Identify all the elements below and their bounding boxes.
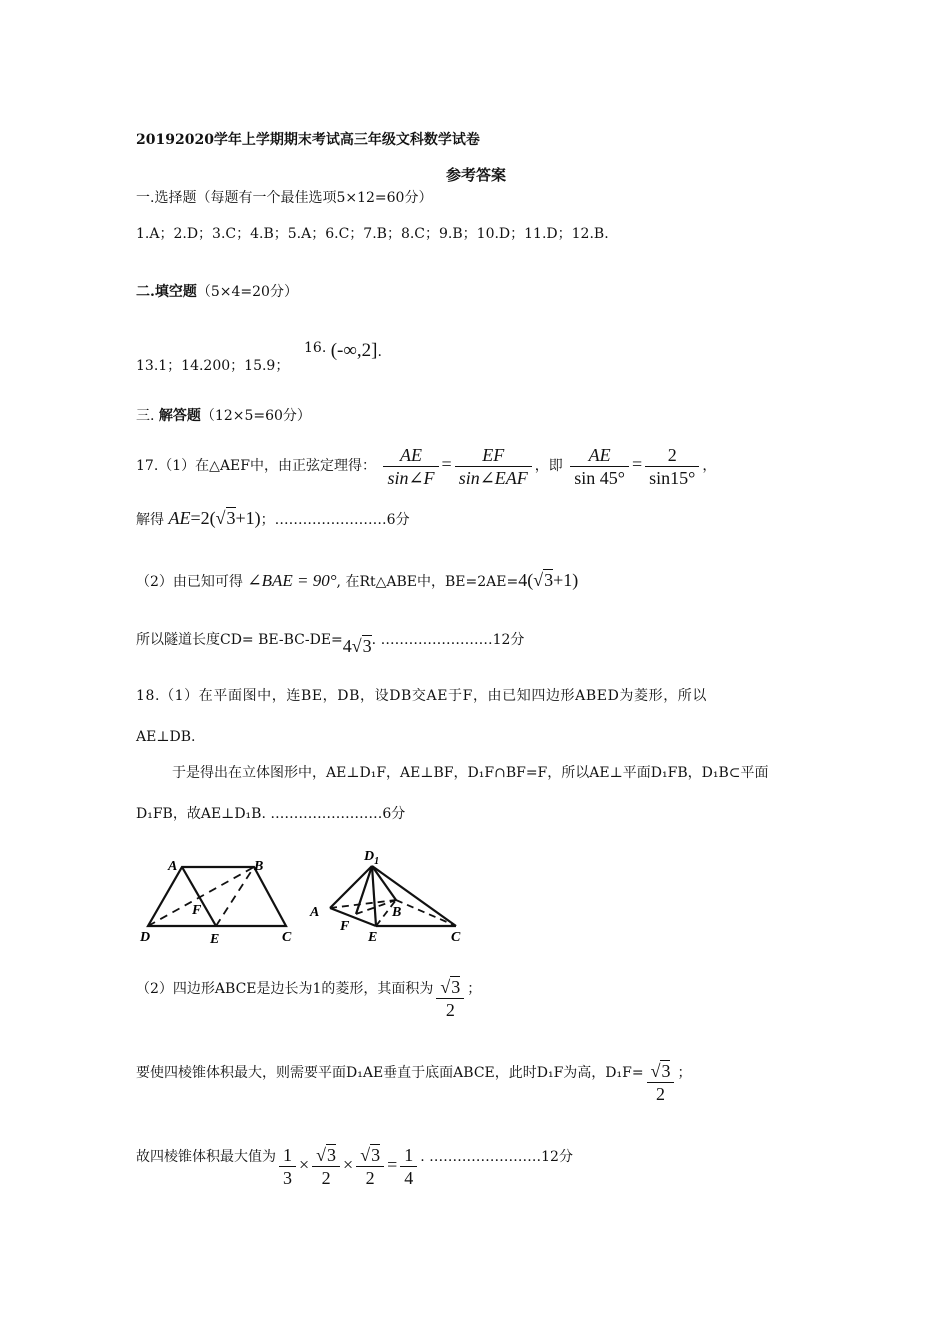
fraction-ae-sinf: $\frac{AE}{\sin\angle F}$ bbox=[383, 444, 438, 489]
label-f: F bbox=[340, 919, 350, 934]
section3-heading-rest: （12×5=60分） bbox=[200, 408, 311, 424]
section2-heading-rest: （5×4=20分） bbox=[196, 284, 298, 300]
label-e: E bbox=[368, 930, 378, 945]
multiple-choice-answers: 1.A；2.D；3.C；4.B；5.A；6.C；7.B；8.C；9.B；10.D；11.D；12.B. bbox=[136, 226, 609, 242]
edge-d1b bbox=[372, 866, 396, 900]
fraction-sqrt3-over-2-a: $\frac{√3}{2}$ bbox=[312, 1144, 340, 1189]
q17-part2-intro: （2）由已知可得 bbox=[136, 574, 243, 590]
q18-volume-intro: 故四棱锥体积最大值为 bbox=[136, 1148, 276, 1165]
q17-part3-end: . ……………………12分 bbox=[371, 632, 525, 648]
q17-solve-dots: ；……………………6分 bbox=[260, 512, 410, 528]
q18-part2-line1 bbox=[136, 976, 481, 1021]
label-c: C bbox=[451, 930, 461, 945]
times-sign: × bbox=[343, 1154, 354, 1175]
equals-sign: = bbox=[387, 1154, 398, 1175]
q16-label: 16. bbox=[304, 340, 327, 356]
q17-end: ， bbox=[702, 458, 717, 474]
pyramid-figure bbox=[304, 842, 474, 946]
edge-d1e bbox=[372, 866, 376, 926]
q18-part1-line4: D₁FB，故AE⊥D₁B. ……………………6分 bbox=[136, 806, 406, 822]
q17-part2: （2）由已知可得 ∠BAE = 90°, 在Rt△ABE中，BE=2AE=4(√3+1) bbox=[136, 570, 579, 590]
q17-part1-intro: 17.（1）在△AEF中，由正弦定理得： bbox=[136, 458, 376, 474]
fraction-ae-sin45: $\frac{AE}{\sin 45^\circ}$ bbox=[570, 444, 629, 489]
section3-heading bbox=[136, 408, 311, 425]
q18-part1-line1: 18.（1）在平面图中，连BE，DB，设DB交AE于F，由已知四边形ABED为菱形，所以 bbox=[136, 688, 707, 704]
q17-part2-val-pre: 4( bbox=[518, 570, 534, 590]
q16-end: . bbox=[377, 344, 382, 360]
q17-angle: ∠BAE = 90° bbox=[247, 571, 337, 590]
label-b: B bbox=[392, 905, 402, 920]
edge-d1c bbox=[372, 866, 456, 926]
label-e: E bbox=[210, 932, 220, 947]
q16-value: (-∞,2] bbox=[330, 340, 378, 361]
fill-in-answers: 13.1；14.200；15.9； bbox=[136, 358, 290, 374]
q17-part3 bbox=[136, 628, 525, 656]
label-a: A bbox=[168, 859, 178, 874]
q18-part2-line3 bbox=[136, 1144, 573, 1189]
label-c: C bbox=[282, 930, 292, 945]
section2-heading bbox=[136, 284, 298, 301]
segment-eb-dashed bbox=[216, 867, 254, 926]
q18-part2-height-intro: 要使四棱锥体积最大，则需要平面D₁AE垂直于底面ABCE，此时D₁F为高，D₁F= bbox=[136, 1064, 644, 1081]
q17-part3-val: 4√3 bbox=[342, 636, 372, 656]
q17-sep: ，即 bbox=[534, 458, 563, 474]
fraction-2-sin15: $\frac{2}{\sin 15^\circ}$ bbox=[645, 444, 699, 489]
q17-solve-rhs-pre: =2( bbox=[190, 508, 216, 528]
q17-solve: 解得 AE=2(√3+1)；……………………6分 bbox=[136, 508, 410, 528]
planar-figure bbox=[136, 852, 306, 952]
edge-ae bbox=[330, 908, 376, 926]
fraction-ef-sineaf: $\frac{EF}{\text{sin∠EAF}}$ bbox=[455, 444, 532, 489]
q17-part2-mid: , 在Rt△ABE中，BE=2AE= bbox=[336, 574, 519, 590]
section3-heading-prefix: 三. bbox=[136, 408, 159, 424]
q18-part1-line3: 于是得出在立体图形中，AE⊥D₁F，AE⊥BF，D₁F∩BF=F，所以AE⊥平面D₁FB，D₁B⊂平面 bbox=[172, 765, 769, 781]
label-a: A bbox=[310, 905, 320, 920]
label-b: B bbox=[254, 859, 264, 874]
q17-solve-rhs-post: +1) bbox=[235, 508, 261, 528]
q18-volume-end: . ……………………12分 bbox=[420, 1148, 573, 1165]
fraction-d1f: $\frac{√3}{2}$ bbox=[647, 1060, 675, 1105]
q17-part2-sqrt: 3 bbox=[544, 570, 554, 590]
q17-part2-val-post: +1) bbox=[553, 570, 579, 590]
q17-solve-sqrt: 3 bbox=[226, 508, 236, 528]
q17-part1: 17.（1）在△AEF中，由正弦定理得： $\frac{AE}{\sin\angle F}$ = $\frac{EF}{\text{sin∠EAF}}$ ，即 $\frac{AE}{\sin 45^\circ}$ = $\frac{2}{\sin 15^\circ}$ ， bbox=[136, 444, 717, 488]
fraction-sqrt3-over-2-b: $\frac{√3}{2}$ bbox=[356, 1144, 384, 1189]
q18-part1-line2: AE⊥DB. bbox=[136, 729, 196, 745]
edge-ab-dashed bbox=[330, 900, 396, 908]
answer-key-heading: 参考答案 bbox=[446, 166, 507, 184]
q17-solve-label: 解得 bbox=[136, 512, 164, 528]
section2-heading-bold: 二.填空题 bbox=[136, 284, 197, 300]
q17-part3-intro: 所以隧道长度CD= BE-BC-DE= bbox=[136, 632, 343, 648]
q18-part2-line2 bbox=[136, 1060, 691, 1105]
fraction-one-third: $\frac{1}{3}$ bbox=[279, 1144, 296, 1189]
label-f: F bbox=[192, 903, 202, 918]
label-d: D bbox=[140, 930, 151, 945]
q18-part2-end: ； bbox=[467, 980, 482, 997]
q18-part2-height-end: ； bbox=[677, 1064, 692, 1081]
section3-heading-bold: 解答题 bbox=[158, 408, 201, 424]
q17-solve-lhs: AE bbox=[168, 508, 191, 528]
fraction-sqrt3-over-2: $\frac{√3}{2}$ bbox=[436, 976, 464, 1021]
fraction-one-quarter: $\frac{1}{4}$ bbox=[400, 1144, 417, 1189]
section1-heading: 一.选择题（每题有一个最佳选项5×12=60分） bbox=[136, 190, 433, 206]
trapezoid-outline bbox=[148, 867, 286, 926]
label-d1: $D_1$ bbox=[364, 849, 380, 867]
times-sign: × bbox=[299, 1154, 310, 1175]
q16-answer bbox=[304, 340, 382, 362]
q18-part2-intro: （2）四边形ABCE是边长为1的菱形，其面积为 bbox=[136, 980, 434, 997]
document-title: 20192020学年上学期期末考试高三年级文科数学试卷 bbox=[136, 132, 480, 148]
